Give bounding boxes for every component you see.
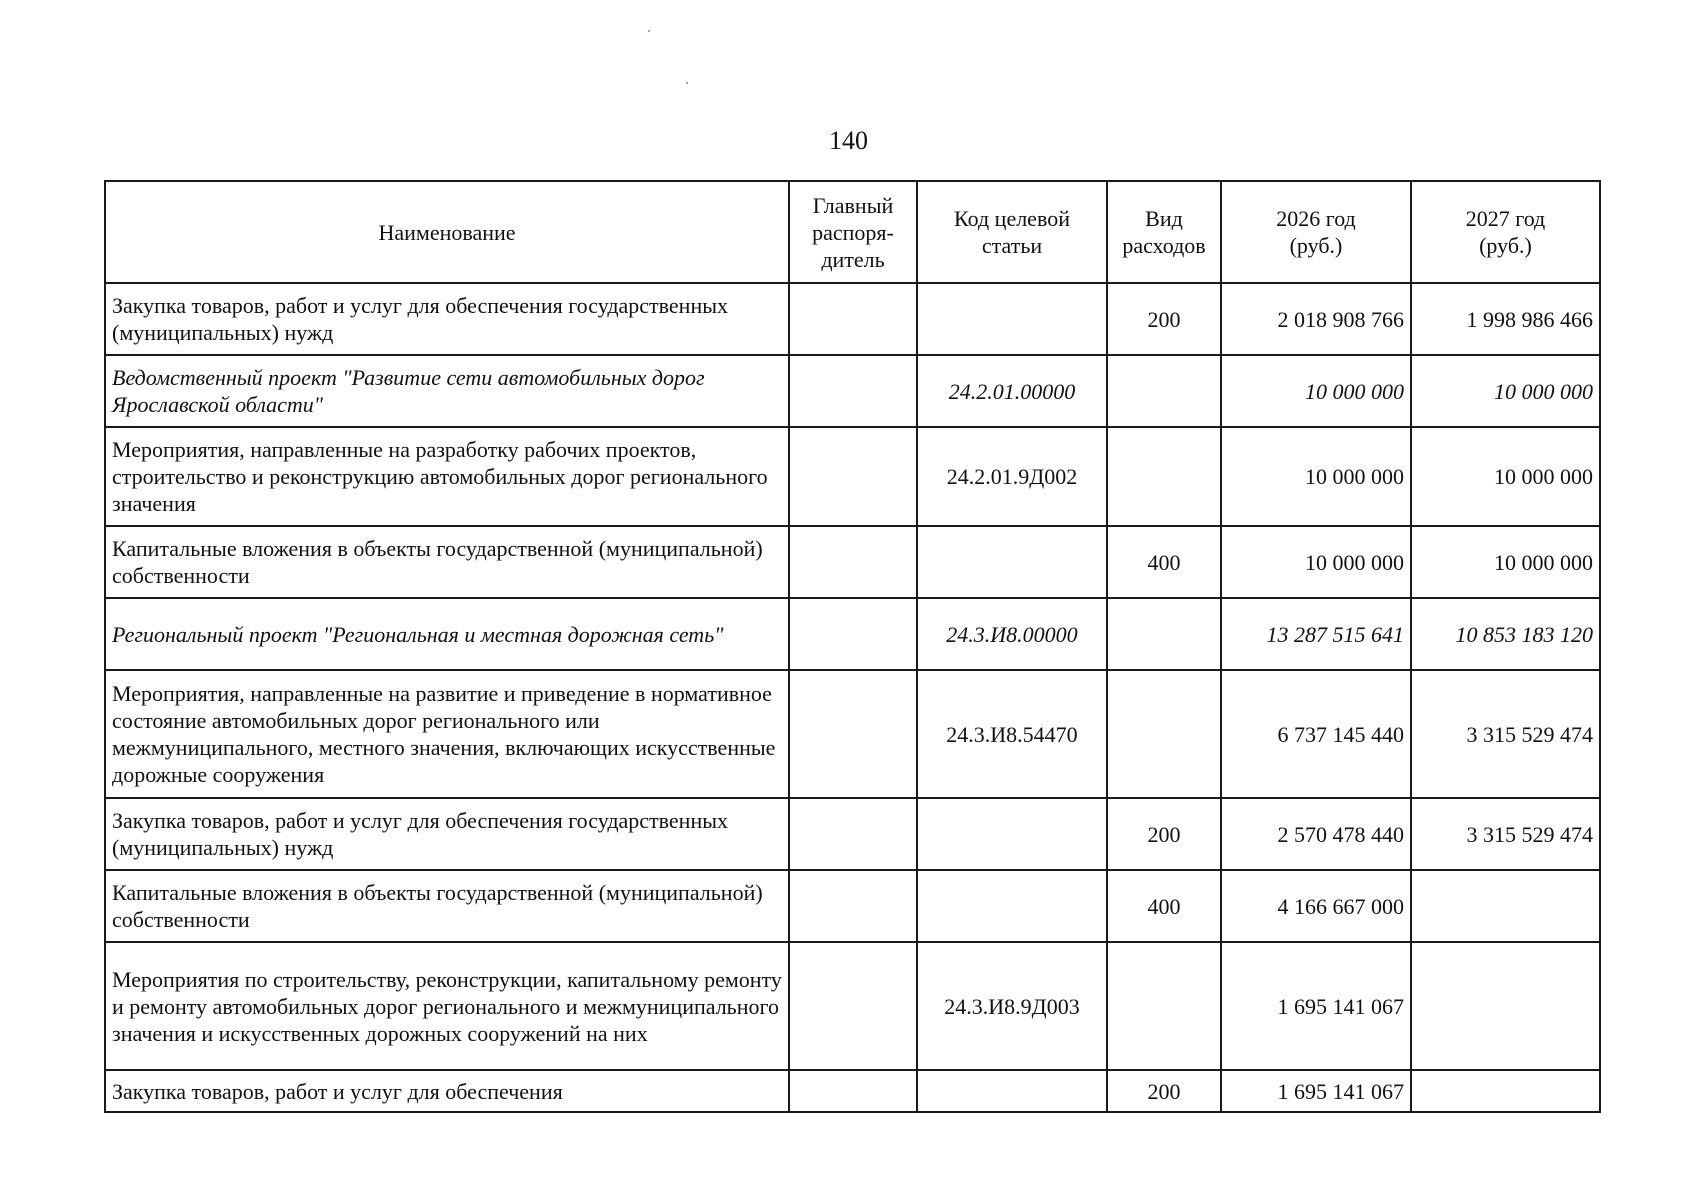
row-2027: 3 315 529 474 [1411, 670, 1600, 798]
row-manager [789, 1070, 917, 1112]
row-2027: 1 998 986 466 [1411, 283, 1600, 355]
row-2026: 6 737 145 440 [1221, 670, 1411, 798]
row-manager [789, 942, 917, 1070]
scan-speck [686, 82, 688, 84]
row-code: 24.2.01.00000 [917, 355, 1107, 427]
row-manager [789, 283, 917, 355]
table-row-project [105, 598, 1600, 670]
header-name: Наименование [105, 181, 789, 283]
row-manager [789, 670, 917, 798]
row-kind: 200 [1107, 1070, 1221, 1112]
row-2027: 10 000 000 [1411, 427, 1600, 526]
row-manager [789, 526, 917, 598]
row-2027 [1411, 942, 1600, 1070]
header-code: Код целевой статьи [917, 181, 1107, 283]
page-number: 140 [829, 126, 868, 155]
row-manager [789, 870, 917, 942]
row-name: Региональный проект "Региональная и местная дорожная сеть" [105, 598, 789, 670]
row-kind [1107, 670, 1221, 798]
table-row [105, 870, 1600, 942]
row-2027: 10 000 000 [1411, 526, 1600, 598]
row-2026: 13 287 515 641 [1221, 598, 1411, 670]
table-row [105, 670, 1600, 798]
row-2026: 10 000 000 [1221, 526, 1411, 598]
row-kind [1107, 355, 1221, 427]
row-code [917, 1070, 1107, 1112]
row-code [917, 526, 1107, 598]
row-code [917, 870, 1107, 942]
row-kind: 400 [1107, 526, 1221, 598]
header-kind: Вид расходов [1107, 181, 1221, 283]
row-name: Ведомственный проект "Развитие сети автомобильных дорог Ярославской области" [105, 355, 789, 427]
header-2027: 2027 год (руб.) [1411, 181, 1600, 283]
row-2027: 3 315 529 474 [1411, 798, 1600, 870]
row-code: 24.2.01.9Д002 [917, 427, 1107, 526]
row-manager [789, 598, 917, 670]
row-manager [789, 355, 917, 427]
row-name: Закупка товаров, работ и услуг для обеспечения государственных (муниципальных) нужд [105, 283, 789, 355]
budget-table [104, 180, 1601, 1113]
row-name: Закупка товаров, работ и услуг для обеспечения государственных (муниципальных) нужд [105, 798, 789, 870]
row-2026: 2 570 478 440 [1221, 798, 1411, 870]
row-kind: 200 [1107, 798, 1221, 870]
row-2027 [1411, 870, 1600, 942]
row-2026: 1 695 141 067 [1221, 942, 1411, 1070]
table-header-row [105, 181, 1600, 283]
row-code: 24.3.И8.54470 [917, 670, 1107, 798]
row-manager [789, 427, 917, 526]
row-kind [1107, 598, 1221, 670]
row-name: Капитальные вложения в объекты государственной (муниципальной) собственности [105, 526, 789, 598]
row-2026: 2 018 908 766 [1221, 283, 1411, 355]
row-2027 [1411, 1070, 1600, 1112]
row-code [917, 798, 1107, 870]
row-code [917, 283, 1107, 355]
row-2027: 10 000 000 [1411, 355, 1600, 427]
row-2026: 1 695 141 067 [1221, 1070, 1411, 1112]
row-manager [789, 798, 917, 870]
row-2026: 10 000 000 [1221, 427, 1411, 526]
row-name: Капитальные вложения в объекты государственной (муниципальной) собственности [105, 870, 789, 942]
header-manager: Главный распоря-дитель [789, 181, 917, 283]
table-row [105, 1070, 1600, 1112]
row-code: 24.3.И8.00000 [917, 598, 1107, 670]
row-name: Мероприятия, направленные на разработку рабочих проектов, строительство и реконструкцию автомобильных дорог регионального значения [105, 427, 789, 526]
row-kind: 200 [1107, 283, 1221, 355]
table-row [105, 942, 1600, 1070]
table-row [105, 798, 1600, 870]
row-name: Мероприятия, направленные на развитие и приведение в нормативное состояние автомобильных дорог регионального или межмуниципального, местного значения, включающих искусственные дорожные сооружения [105, 670, 789, 798]
table-row [105, 283, 1600, 355]
row-kind: 400 [1107, 870, 1221, 942]
row-2026: 4 166 667 000 [1221, 870, 1411, 942]
row-code: 24.3.И8.9Д003 [917, 942, 1107, 1070]
table-row-project [105, 355, 1600, 427]
row-name: Мероприятия по строительству, реконструкции, капитальному ремонту и ремонту автомобильных дорог регионального и межмуниципального значения и искусственных дорожных сооружений на них [105, 942, 789, 1070]
header-2026: 2026 год (руб.) [1221, 181, 1411, 283]
table-row [105, 427, 1600, 526]
row-kind [1107, 942, 1221, 1070]
row-name: Закупка товаров, работ и услуг для обеспечения [105, 1070, 789, 1112]
scan-speck [648, 30, 650, 32]
table-row [105, 526, 1600, 598]
row-2027: 10 853 183 120 [1411, 598, 1600, 670]
row-2026: 10 000 000 [1221, 355, 1411, 427]
row-kind [1107, 427, 1221, 526]
